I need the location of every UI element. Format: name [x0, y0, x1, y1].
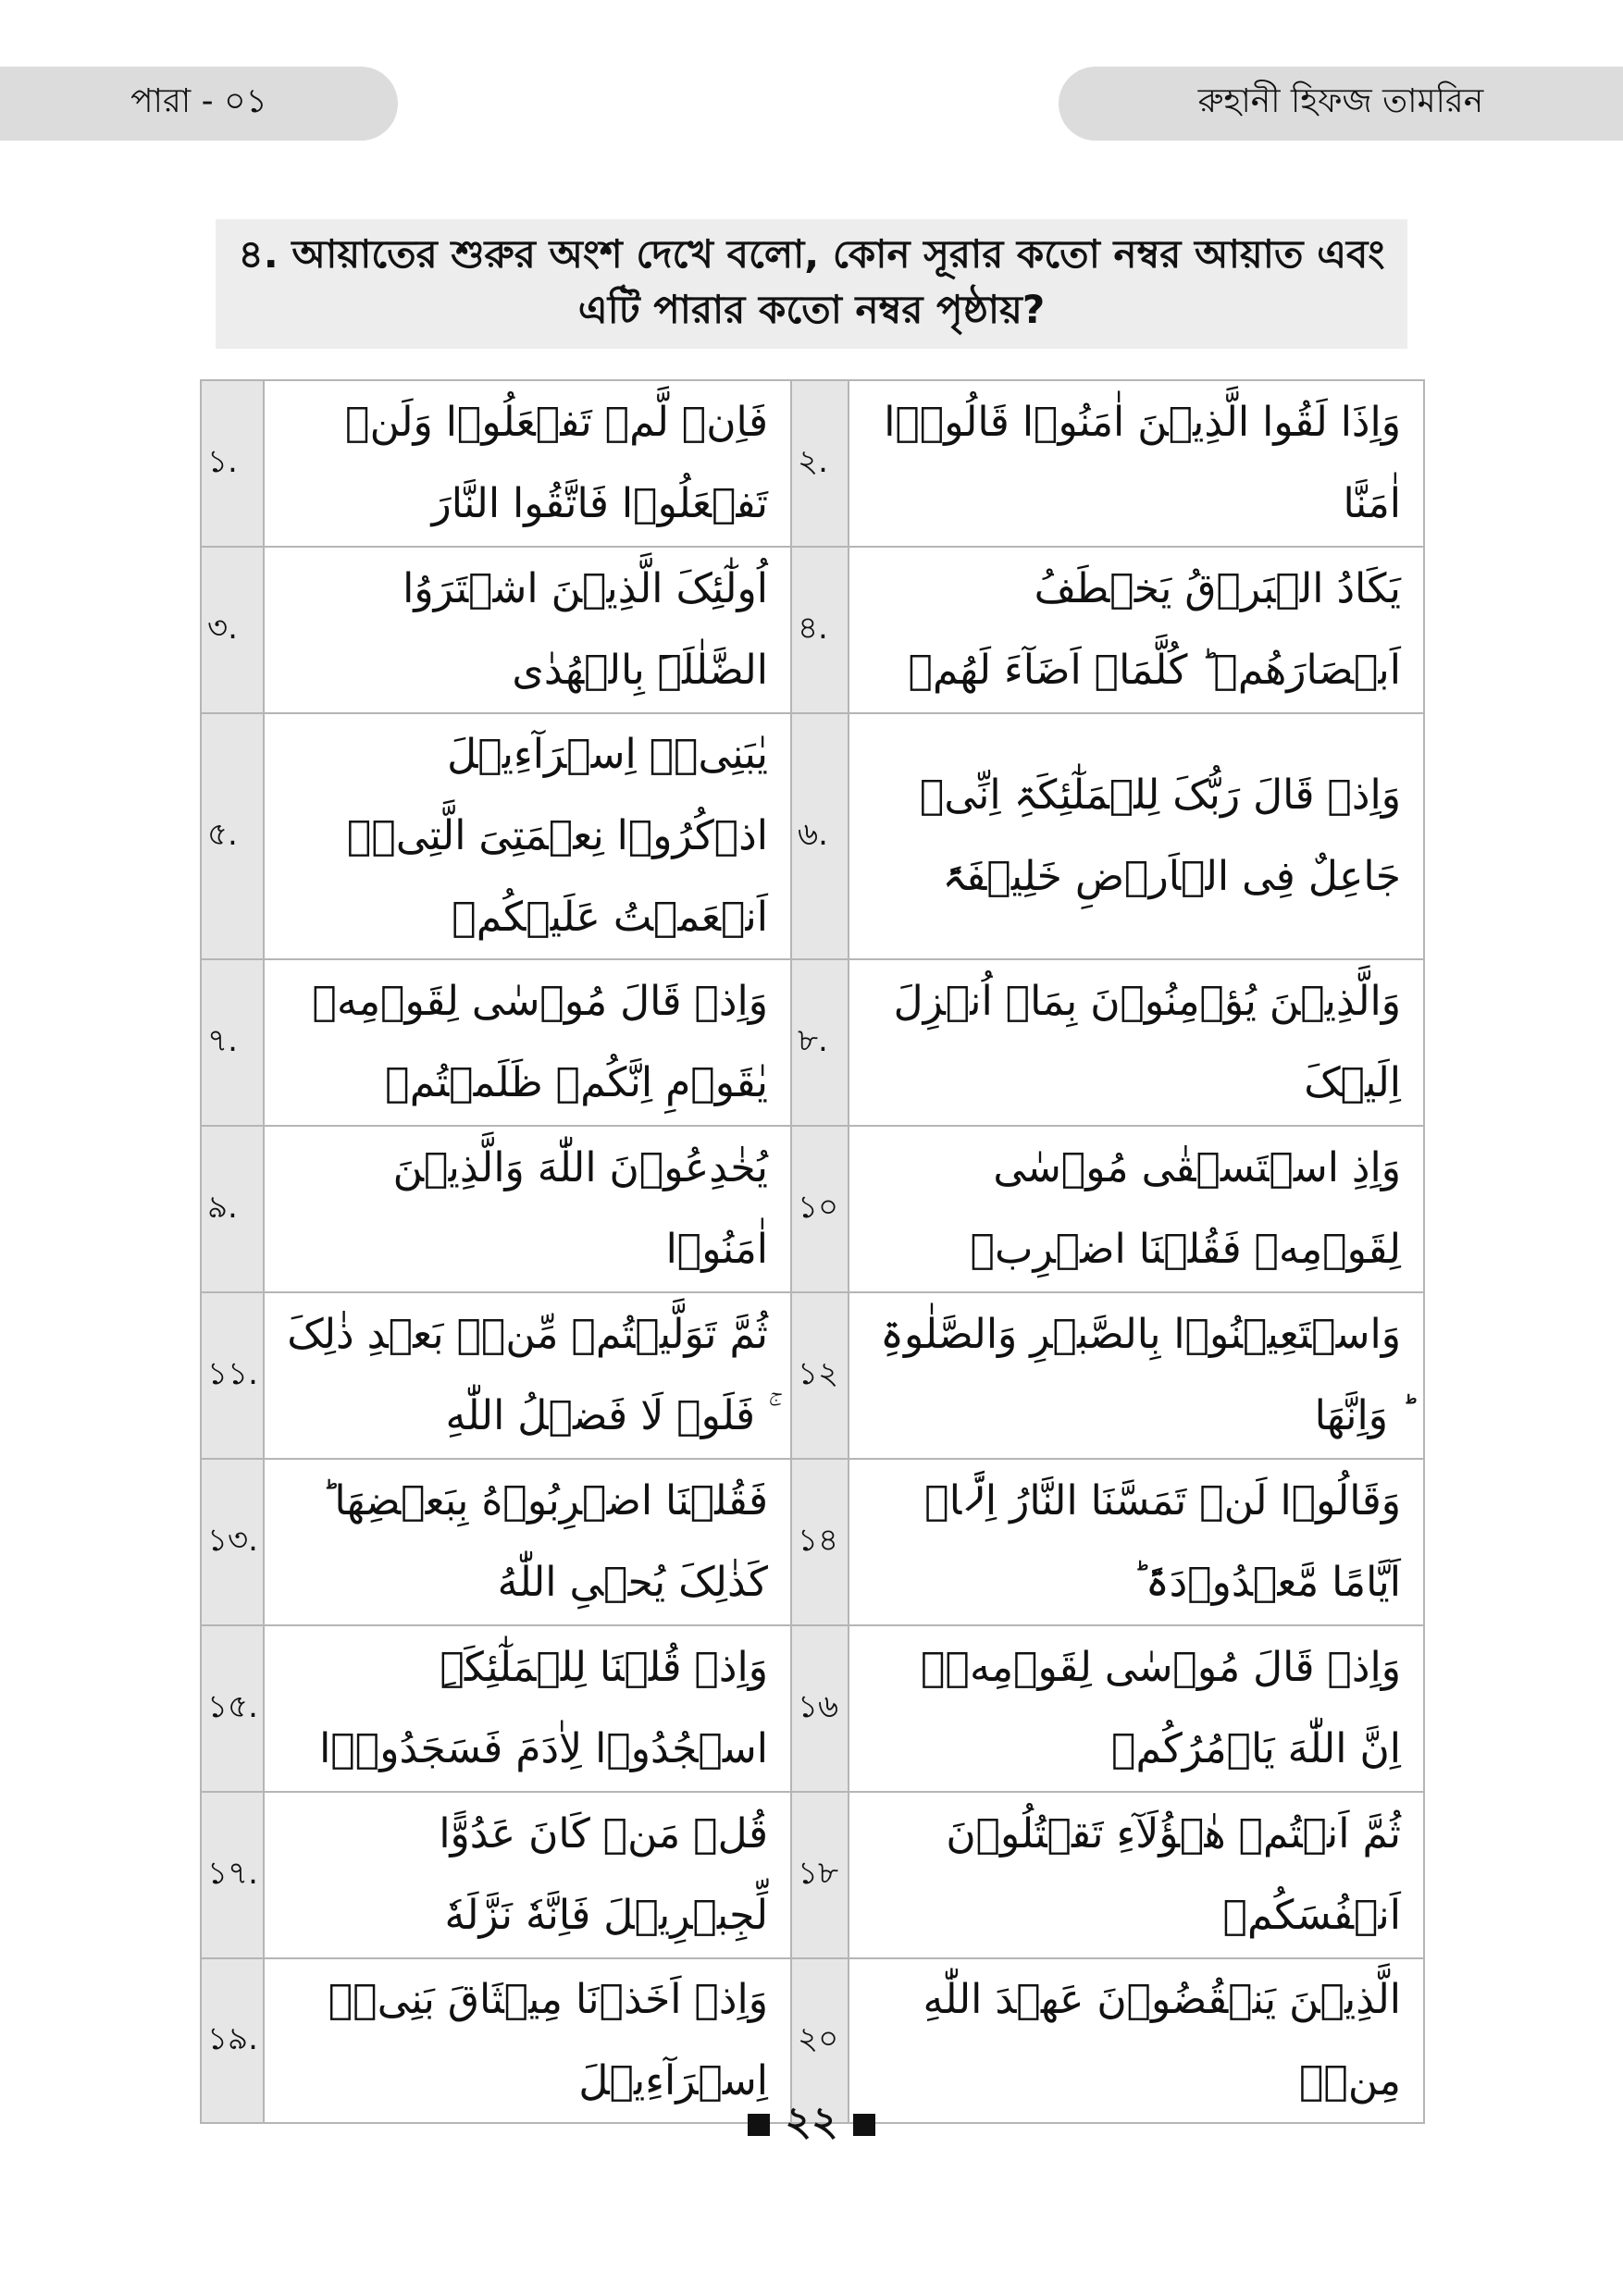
ayah-text-left: وَاِذۡ قُلۡنَا لِلۡمَلٰٓئِکَۃِ اسۡجُدُوۡا لِاٰدَمَ فَسَجَدُوۡۤا — [264, 1625, 791, 1792]
instruction-text: ৪. আয়াতের শুরুর অংশ দেখে বলো, কোন সূরার কতো নম্বর আয়াত এবং এটি পারার কতো নম্বর পৃষ্ঠায়? — [238, 231, 1385, 332]
page-number: ২২ — [785, 2098, 838, 2145]
page-footer — [0, 2091, 1623, 2158]
table-row — [201, 1625, 1424, 1792]
ayah-text-right: وَاسۡتَعِیۡنُوۡا بِالصَّبۡرِ وَالصَّلٰوۃِ ؕ وَاِنَّهَا — [849, 1292, 1424, 1459]
row-number-left: ৫. — [201, 713, 264, 959]
table-row — [201, 1292, 1424, 1459]
table-row — [201, 959, 1424, 1126]
ayah-text-left: یٰبَنِیۡۤ اِسۡرَآءِیۡلَ اذۡکُرُوۡا نِعۡمَتِیَ الَّتِیۡۤ اَنۡعَمۡتُ عَلَیۡکُمۡ — [264, 713, 791, 959]
row-number-right: ৮. — [791, 959, 849, 1126]
row-number-right: ১৪ — [791, 1459, 849, 1625]
row-number-right: ৪. — [791, 547, 849, 713]
ayah-text-right: وَقَالُوۡا لَنۡ تَمَسَّنَا النَّارُ اِلَّاۤ اَیَّامًا مَّعۡدُوۡدَۃً ؕ — [849, 1459, 1424, 1625]
ayah-text-right: وَالَّذِیۡنَ یُؤۡمِنُوۡنَ بِمَاۤ اُنۡزِلَ اِلَیۡکَ — [849, 959, 1424, 1126]
row-number-left: ১৯. — [201, 1958, 264, 2123]
row-number-right: ১২ — [791, 1292, 849, 1459]
ayah-text-right: وَاِذۡ قَالَ مُوۡسٰی لِقَوۡمِهٖۤ اِنَّ اللّٰهَ یَاۡمُرُکُمۡ — [849, 1625, 1424, 1792]
ayah-text-left: اُولٰٓئِکَ الَّذِیۡنَ اشۡتَرَوُا الضَّلٰلَۃَ بِالۡهُدٰی — [264, 547, 791, 713]
ayah-table — [200, 379, 1425, 2124]
ayah-text-right: یَکَادُ الۡبَرۡقُ یَخۡطَفُ اَبۡصَارَهُمۡ ؕ کُلَّمَاۤ اَضَآءَ لَهُمۡ — [849, 547, 1424, 713]
ayah-text-left: وَاِذۡ قَالَ مُوۡسٰی لِقَوۡمِهٖ یٰقَوۡمِ اِنَّکُمۡ ظَلَمۡتُمۡ — [264, 959, 791, 1126]
ayah-text-left: وَاِذۡ اَخَذۡنَا مِیۡثَاقَ بَنِیۡۤ اِسۡرَآءِیۡلَ — [264, 1958, 791, 2123]
row-number-left: ৭. — [201, 959, 264, 1126]
table-row — [201, 713, 1424, 959]
table-row — [201, 380, 1424, 547]
row-number-left: ১১. — [201, 1292, 264, 1459]
row-number-right: ২. — [791, 380, 849, 547]
row-number-left: ১৫. — [201, 1625, 264, 1792]
ayah-text-right: وَاِذۡ قَالَ رَبُّکَ لِلۡمَلٰٓئِکَۃِ اِنِّیۡ جَاعِلٌ فِی الۡاَرۡضِ خَلِیۡفَۃً — [849, 713, 1424, 959]
ayah-text-left: فَقُلۡنَا اضۡرِبُوۡهُ بِبَعۡضِهَا ؕ کَذٰلِکَ یُحۡیِ اللّٰهُ — [264, 1459, 791, 1625]
square-bullet-icon — [853, 2114, 875, 2136]
row-number-left: ১. — [201, 380, 264, 547]
header-para-label — [0, 67, 398, 141]
row-number-right: ১০ — [791, 1126, 849, 1292]
row-number-left: ১৩. — [201, 1459, 264, 1625]
row-number-right: ২০ — [791, 1958, 849, 2123]
row-number-left: ৩. — [201, 547, 264, 713]
row-number-right: ১৬ — [791, 1625, 849, 1792]
table-row — [201, 1792, 1424, 1958]
ayah-text-left: قُلۡ مَنۡ کَانَ عَدُوًّا لِّجِبۡرِیۡلَ فَاِنَّهٗ نَزَّلَهٗ — [264, 1792, 791, 1958]
ayah-text-right: ثُمَّ اَنۡتُمۡ هٰۤؤُلَآءِ تَقۡتُلُوۡنَ اَنۡفُسَکُمۡ — [849, 1792, 1424, 1958]
header-book-title — [1059, 67, 1623, 141]
ayah-text-left: فَاِنۡ لَّمۡ تَفۡعَلُوۡا وَلَنۡ تَفۡعَلُوۡا فَاتَّقُوا النَّارَ — [264, 380, 791, 547]
row-number-right: ৬. — [791, 713, 849, 959]
row-number-right: ১৮ — [791, 1792, 849, 1958]
square-bullet-icon — [748, 2114, 770, 2136]
instruction-box — [216, 219, 1407, 349]
ayah-text-left: ثُمَّ تَوَلَّیۡتُمۡ مِّنۡۢ بَعۡدِ ذٰلِکَ ۚ فَلَوۡ لَا فَضۡلُ اللّٰهِ — [264, 1292, 791, 1459]
row-number-left: ৯. — [201, 1126, 264, 1292]
ayah-text-left: یُخٰدِعُوۡنَ اللّٰهَ وَالَّذِیۡنَ اٰمَنُوۡا — [264, 1126, 791, 1292]
ayah-text-right: وَاِذَا لَقُوا الَّذِیۡنَ اٰمَنُوۡا قَالُوۡۤا اٰمَنَّا — [849, 380, 1424, 547]
row-number-left: ১৭. — [201, 1792, 264, 1958]
para-label-text: পারা - ০১ — [130, 82, 267, 120]
ayah-text-right: الَّذِیۡنَ یَنۡقُضُوۡنَ عَهۡدَ اللّٰهِ مِنۡۢ — [849, 1958, 1424, 2123]
ayah-text-right: وَاِذِ اسۡتَسۡقٰی مُوۡسٰی لِقَوۡمِهٖ فَقُلۡنَا اضۡرِبۡ — [849, 1126, 1424, 1292]
book-title-text: রুহানী হিফজ তামরিন — [1197, 82, 1484, 120]
table-row — [201, 1126, 1424, 1292]
table-row — [201, 547, 1424, 713]
table-row — [201, 1459, 1424, 1625]
